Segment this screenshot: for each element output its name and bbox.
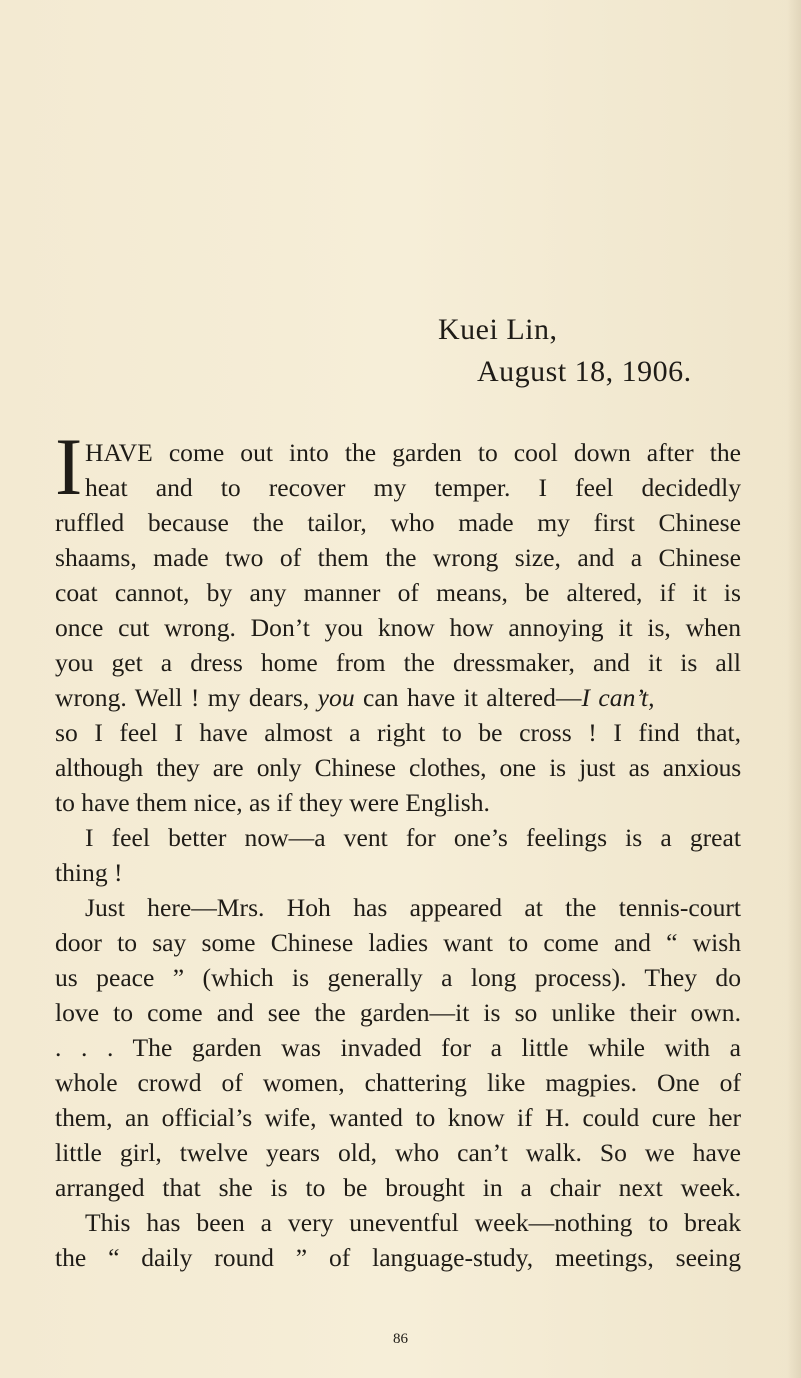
text-line-8-part-1: wrong. Well ! my dears, — [55, 683, 310, 712]
page-edge-shadow — [787, 0, 801, 1378]
text-line-18: . . . The garden was invaded for a little while with a — [55, 1033, 741, 1062]
text-line-6: once cut wrong. Don’t you know how annoying it is, when — [55, 613, 741, 642]
text-line-9: so I feel I have almost a right to be cross ! I find that, — [55, 718, 741, 747]
text-line-15: door to say some Chinese ladies want to come and “ wish — [55, 928, 741, 957]
text-line-14: Just here—Mrs. Hoh has appeared at the tennis-court — [85, 893, 741, 922]
text-line-11: to have them nice, as if they were English. — [55, 788, 490, 817]
emphasis-you: you — [317, 683, 355, 712]
text-line-2: heat and to recover my temper. I feel decidedly — [85, 473, 741, 502]
text-line-4: shaams, made two of them the wrong size, and a Chinese — [55, 543, 741, 572]
text-line-16: us peace ” (which is generally a long process). They do — [55, 963, 741, 992]
text-line-5: coat cannot, by any manner of means, be altered, if it is — [55, 578, 741, 607]
text-line-8 — [55, 680, 741, 715]
text-line-7: you get a dress home from the dressmaker, and it is all — [55, 648, 741, 677]
text-line-8-part-2: can have it altered— — [363, 683, 582, 712]
text-line-1: HAVE come out into the garden to cool down after the — [85, 438, 741, 467]
drop-cap: I — [55, 421, 83, 512]
text-line-10: although they are only Chinese clothes, one is just as anxious — [55, 753, 741, 782]
text-line-20: them, an official’s wife, wanted to know if H. could cure her — [55, 1103, 741, 1132]
text-line-23: This has been a very uneventful week—nothing to break — [85, 1208, 741, 1237]
emphasis-i-cant: I can’t, — [581, 683, 655, 712]
text-line-3: ruffled because the tailor, who made my first Chinese — [55, 508, 741, 537]
letter-body — [55, 421, 741, 1275]
text-line-19: whole crowd of women, chattering like magpies. One of — [55, 1068, 741, 1097]
text-line-22: arranged that she is to be brought in a chair next week. — [55, 1173, 741, 1202]
text-line-13: thing ! — [55, 858, 123, 887]
dateline-date: August 18, 1906. — [477, 355, 692, 388]
text-line-24: the “ daily round ” of language-study, meetings, seeing — [55, 1243, 741, 1272]
opening-paragraph-start — [55, 421, 741, 512]
text-line-17: love to come and see the garden—it is so unlike their own. — [55, 998, 741, 1027]
dateline-place: Kuei Lin, — [438, 313, 558, 346]
text-line-12: I feel better now—a vent for one’s feelings is a great — [85, 823, 741, 852]
page-number: 86 — [393, 1331, 408, 1347]
text-line-21: little girl, twelve years old, who can’t walk. So we have — [55, 1138, 741, 1167]
